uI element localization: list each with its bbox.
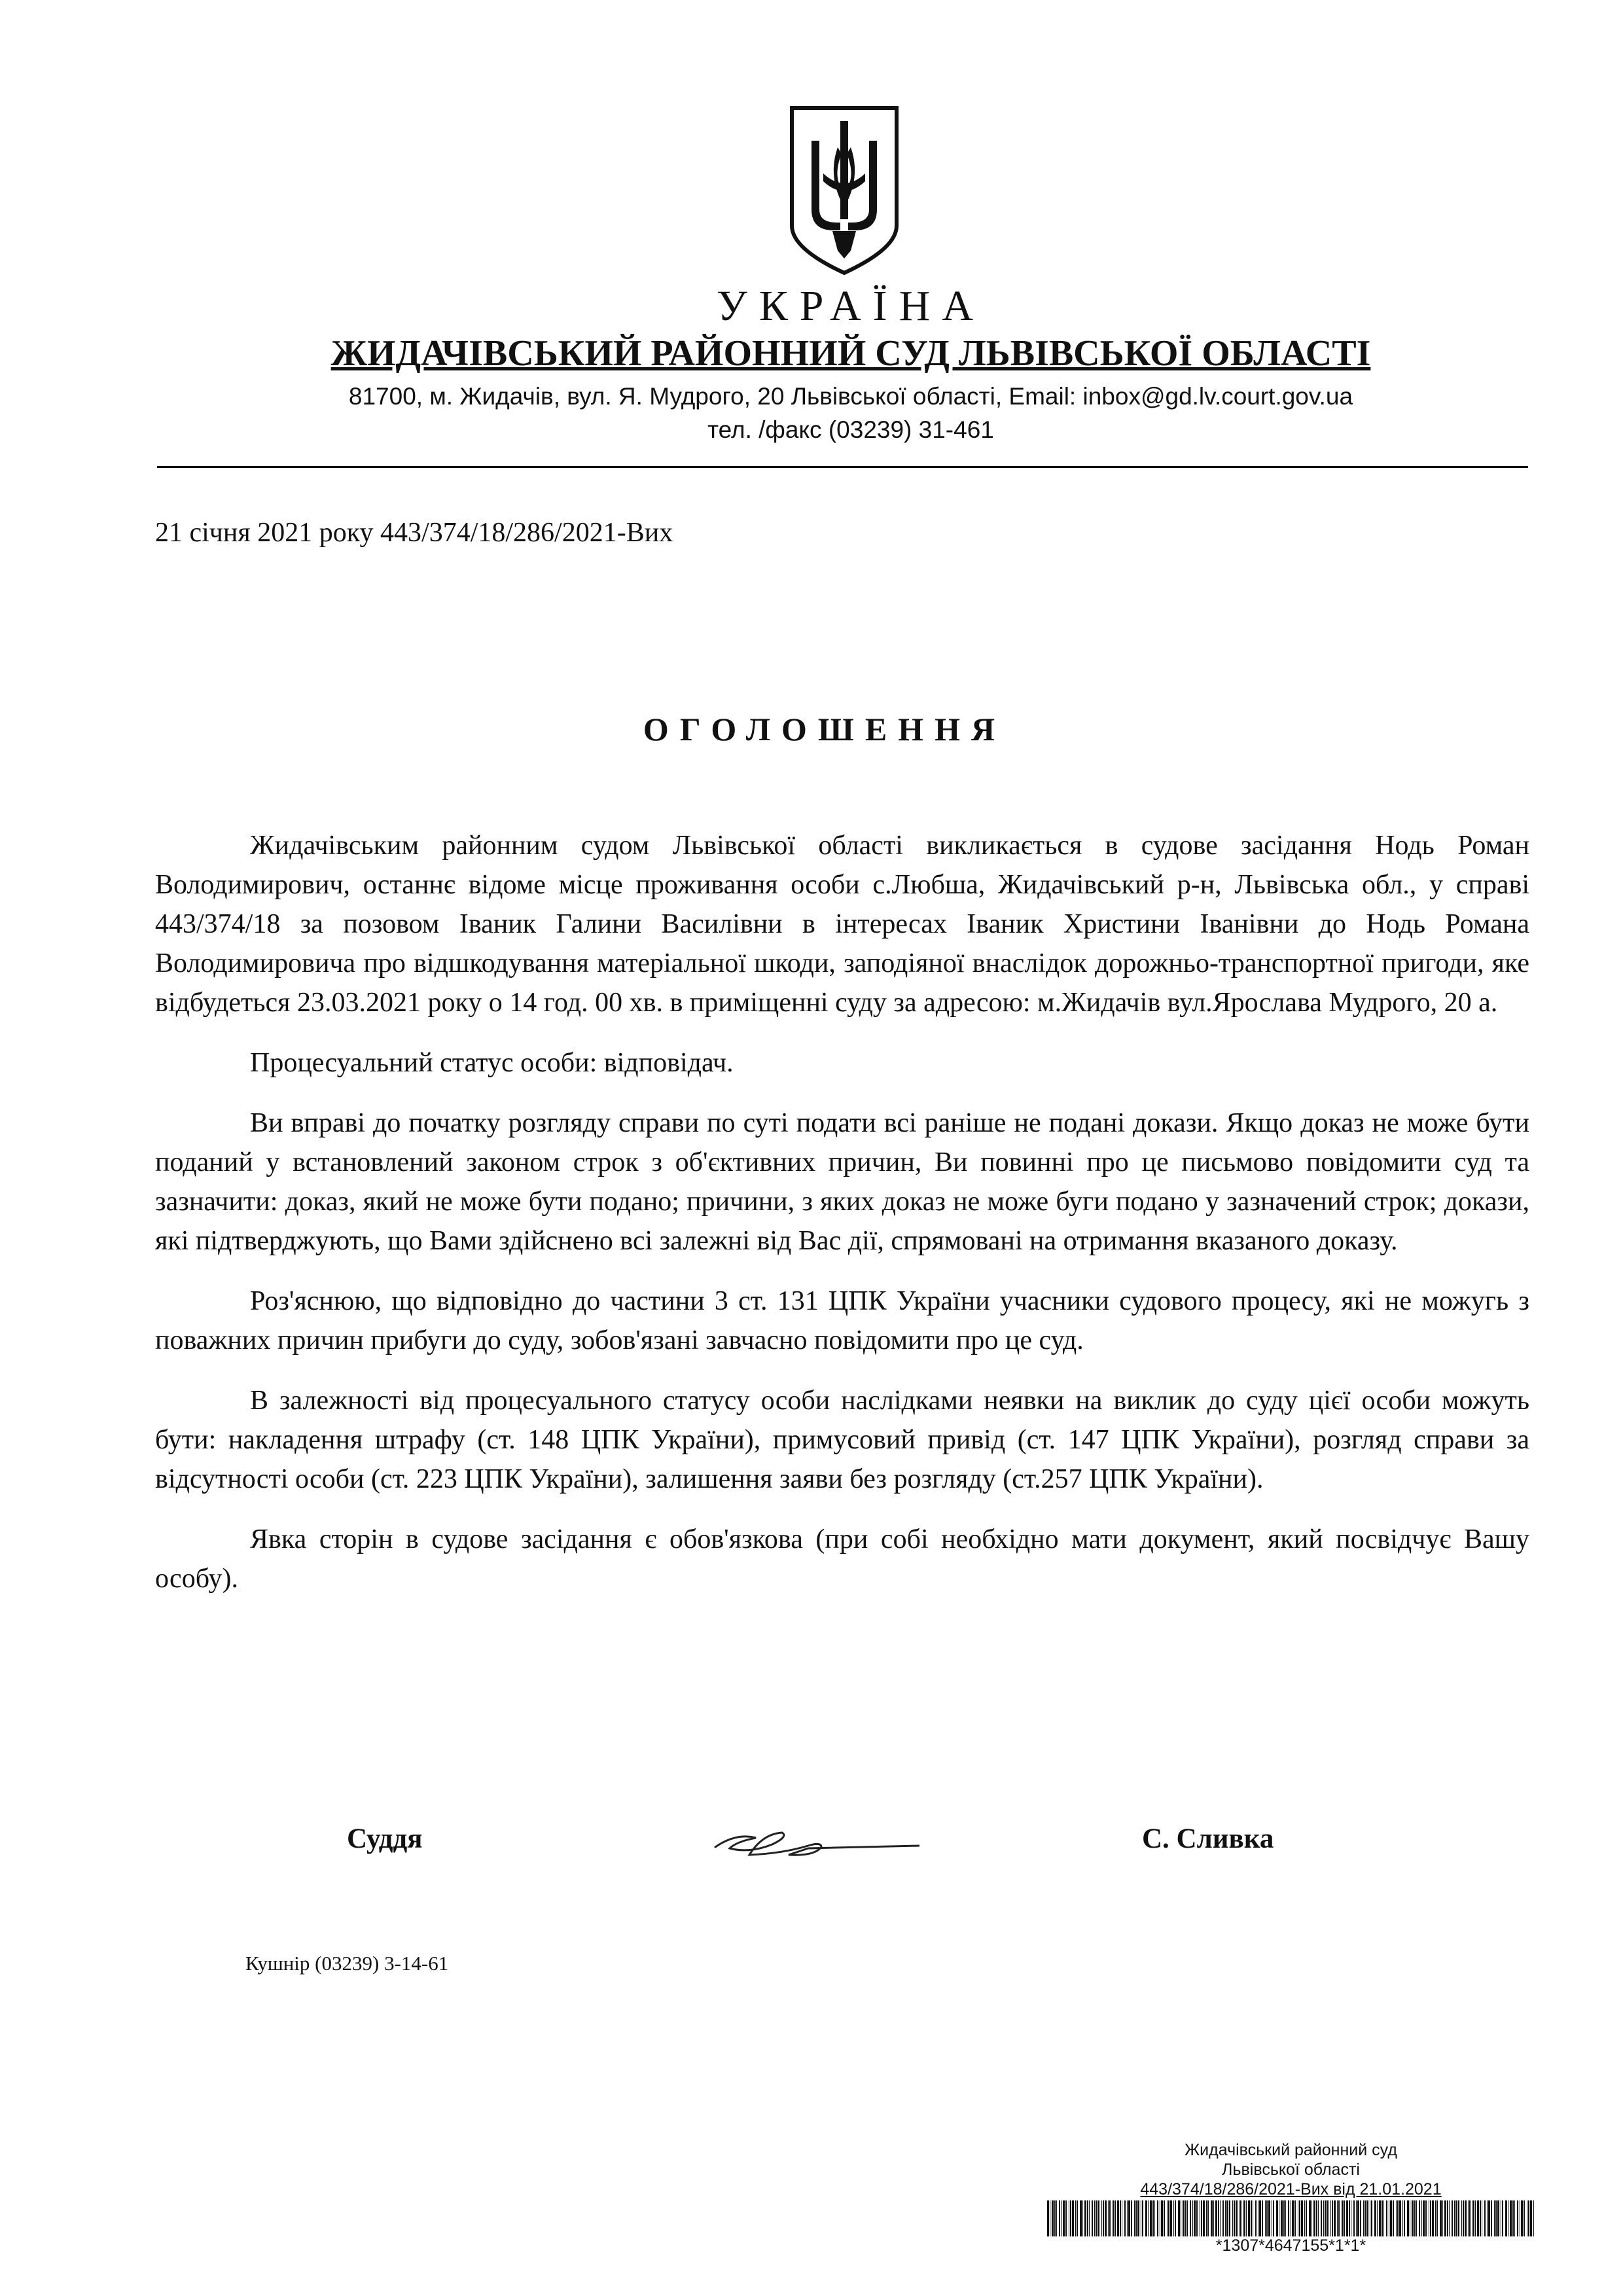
barcode-bar [1313,2200,1315,2236]
barcode-bar [1334,2200,1336,2236]
barcode-bar [1530,2200,1532,2236]
executor-contact: Кушнір (03239) 3-14-61 [245,1952,449,1975]
barcode-bar [1148,2200,1149,2236]
barcode-bar [1494,2200,1495,2236]
trident-coat-of-arms-icon [785,101,903,278]
barcode-bar [1495,2200,1497,2236]
barcode-bar [1137,2200,1139,2236]
barcode-bar [1232,2200,1233,2236]
barcode-bar [1366,2200,1368,2236]
barcode-bar [1185,2200,1186,2236]
barcode-bar [1425,2200,1427,2236]
barcode-bar [1353,2200,1355,2236]
handwritten-signature-icon [710,1820,919,1865]
barcode-bar [1183,2200,1185,2236]
barcode-bar [1327,2200,1329,2236]
barcode-bar [1517,2200,1518,2236]
barcode-bar [1142,2200,1143,2236]
barcode-bar [1360,2200,1361,2236]
barcode-bar [1109,2200,1111,2236]
barcode-bar [1080,2200,1082,2236]
barcode-bar [1442,2200,1443,2236]
barcode-bar [1220,2200,1221,2236]
barcode-bar [1404,2200,1405,2236]
barcode-bar [1167,2200,1168,2236]
registration-region: Львівської області [1222,2161,1360,2179]
barcode-bar [1164,2200,1165,2236]
barcode-bar [1299,2200,1300,2236]
barcode-bar [1505,2200,1507,2236]
barcode-bar [1306,2200,1307,2236]
barcode-bar [1397,2200,1399,2236]
barcode-bar [1246,2200,1247,2236]
paragraph-consequences: В залежності від процесуального статусу особи наслідками неявки на виклик до суду цієї особи можуть бути: накладення штрафу (ст. 148 ЦПК України), примусовий привід (ст. 147 ЦПК України), розгляд справи за відсутності особи (ст. 223 ЦПК України), залишення заяви без розгляду (ст.257 ЦПК України). [155,1386,1529,1494]
barcode-bar [1240,2200,1241,2236]
barcode-bar [1357,2200,1359,2236]
barcode-text: *1307*4647155*1*1* [1215,2236,1366,2255]
barcode-bar [1524,2200,1525,2236]
barcode-bar [1285,2200,1286,2236]
barcode-bar [1098,2200,1099,2236]
barcode-bar [1533,2200,1534,2236]
barcode-bar [1390,2200,1392,2236]
barcode-bar [1154,2200,1155,2236]
signature-title: Суддя [347,1823,423,1854]
barcode-bar [1268,2200,1270,2236]
barcode-bar [1276,2200,1278,2236]
barcode-bar [1356,2200,1357,2236]
paragraph-status: Процесуальний статус особи: відповідач. [250,1048,734,1078]
barcode-bar [1065,2200,1067,2236]
barcode-bar [1419,2200,1420,2236]
barcode-bar [1346,2200,1348,2236]
barcode-bar [1379,2200,1381,2236]
barcode-bar [1528,2200,1529,2236]
barcode-bar [1084,2200,1086,2236]
barcode-bar [1399,2200,1401,2236]
barcode-bar [1349,2200,1350,2236]
barcode-bar [1377,2200,1378,2236]
paragraph-notice: Роз'яснюю, що відповідно до частини 3 ст. 131 ЦПК України учасники судового процесу, які не можугь з поважних причин прибуги до суду, зобов'язані завчасно повідомити про це суд. [155,1286,1529,1355]
court-name: ЖИДАЧІВСЬКИЙ РАЙОННИЙ СУД ЛЬВІВСЬКОЇ ОБЛАСТІ [330,333,1371,374]
barcode-bar [1423,2200,1425,2236]
barcode-bar [1145,2200,1147,2236]
barcode-bar [1047,2200,1049,2236]
barcode-bar [1211,2200,1213,2236]
barcode-bar [1301,2200,1303,2236]
barcode-bar [1248,2200,1250,2236]
barcode-bar [1461,2200,1462,2236]
barcode-bar [1152,2200,1154,2236]
barcode-bar [1332,2200,1333,2236]
barcode-bar [1444,2200,1446,2236]
barcode-bar [1472,2200,1474,2236]
barcode-bar [1283,2200,1285,2236]
barcode-bar [1430,2200,1431,2236]
registration-court: Жидачівський районний суд [1185,2141,1397,2159]
barcode-bar [1113,2200,1115,2236]
barcode-bar [1239,2200,1240,2236]
barcode-bar [1056,2200,1057,2236]
barcode-bar [1325,2200,1327,2236]
barcode-bar [1103,2200,1104,2236]
barcode-bar [1440,2200,1442,2236]
barcode-bar [1455,2200,1457,2236]
barcode-bar [1070,2200,1071,2236]
barcode-bar [1192,2200,1193,2236]
barcode-bar [1124,2200,1126,2236]
barcode-bar [1342,2200,1344,2236]
barcode-bar [1321,2200,1322,2236]
barcode-bar [1101,2200,1102,2236]
barcode-bar [1105,2200,1107,2236]
barcode-bar [1128,2200,1130,2236]
barcode-bar [1386,2200,1387,2236]
barcode-bar [1364,2200,1366,2236]
barcode-bar [1449,2200,1450,2236]
document-reference: 21 січня 2021 року 443/374/18/286/2021-Вих [155,518,673,548]
barcode-bar [1491,2200,1492,2236]
barcode-bar [1108,2200,1109,2236]
barcode-bar [1468,2200,1469,2236]
barcode-bar [1077,2200,1078,2236]
barcode-bar [1127,2200,1128,2236]
barcode-bar [1273,2200,1274,2236]
barcode-bar [1207,2200,1209,2236]
barcode-bar [1488,2200,1490,2236]
barcode-bar [1477,2200,1479,2236]
barcode-bar [1497,2200,1499,2236]
barcode-bar [1255,2200,1257,2236]
barcode-bar [1187,2200,1188,2236]
barcode-bar [1196,2200,1198,2236]
barcode-bar [1173,2200,1174,2236]
barcode-bar [1521,2200,1523,2236]
barcode-bar [1072,2200,1074,2236]
barcode-bar [1414,2200,1416,2236]
barcode-bar [1194,2200,1196,2236]
judge-name: С. Сливка [1142,1823,1274,1854]
barcode-bar [1382,2200,1383,2236]
barcode-bar [1393,2200,1394,2236]
barcode-bar [1054,2200,1056,2236]
barcode-bar [1309,2200,1311,2236]
barcode-bar [1337,2200,1338,2236]
document-title: ОГОЛОШЕННЯ [643,711,1007,747]
paragraph-summons: Жидачівським районним судом Львівської області викликається в судове засідання Нодь Роман Володимирович, останнє відоме місце проживання особи с.Любша, Жидачівський р-н, Львівська обл., у справі 443/374/18 за позовом Іваник Галини Василівни в інтересах Іваник Христини Іванівни до Нодь Романа Володимировича про відшкодування матеріальної шкоди, заподіяної внаслідок дорожньо-транспортної пригоди, яке відбудеться 23.03.2021 року о 14 год. 00 хв. в приміщенні суду за адресою: м.Жидачів вул.Ярослава Мудрого, 20 а. [155,831,1529,1018]
barcode-bar [1402,2200,1403,2236]
barcode-bar [1229,2200,1230,2236]
barcode-bar [1454,2200,1455,2236]
barcode-bar [1416,2200,1417,2236]
barcode-bar [1201,2200,1202,2236]
barcode-bar [1330,2200,1331,2236]
barcode-bar [1203,2200,1205,2236]
barcode-bar [1266,2200,1268,2236]
barcode-bar [1175,2200,1176,2236]
barcode-bar [1318,2200,1319,2236]
barcode-bar [1432,2200,1434,2236]
barcode-bar [1236,2200,1238,2236]
barcode-bar [1374,2200,1376,2236]
barcode-bar [1502,2200,1503,2236]
barcode-bar [1480,2200,1481,2236]
barcode-bar [1294,2200,1296,2236]
barcode-bar [1338,2200,1340,2236]
barcode-bar [1487,2200,1488,2236]
barcode-bar [1178,2200,1180,2236]
barcode-bar [1225,2200,1226,2236]
barcode-bar [1463,2200,1464,2236]
barcode-bar [1458,2200,1459,2236]
barcode-bar [1082,2200,1083,2236]
barcode-bar [1412,2200,1414,2236]
barcode-bar [1435,2200,1436,2236]
barcode-bar [1344,2200,1345,2236]
court-phone: тел. /факс (03239) 31-461 [707,416,994,443]
barcode-bar [1170,2200,1172,2236]
barcode-bar [1304,2200,1305,2236]
barcode-bar [1087,2200,1088,2236]
barcode-bar [1120,2200,1121,2236]
barcode-bar [1096,2200,1097,2236]
barcode-bar [1218,2200,1219,2236]
barcode-bar [1316,2200,1317,2236]
registration-number: 443/374/18/286/2021-Вих від 21.01.2021 [1140,2180,1442,2198]
barcode-bar [1510,2200,1512,2236]
barcode-bar [1288,2200,1289,2236]
barcode-bar [1514,2200,1515,2236]
barcode-bar [1226,2200,1228,2236]
barcode-bar [1059,2200,1060,2236]
barcode-bar [1323,2200,1324,2236]
barcode-bar [1363,2200,1364,2236]
barcode-icon [1047,2200,1535,2236]
barcode-bar [1115,2200,1116,2236]
barcode-bar [1168,2200,1169,2236]
barcode-bar [1061,2200,1062,2236]
barcode-bar [1094,2200,1095,2236]
paragraph-evidence: Ви вправі до початку розгляду справи по суті подати всі раніше не подані докази. Якщо доказ не може бути поданий у встановлений законом строк з об'єктивних причин, Ви повинні про це письмово повідомити суд та зазначити: доказ, який не може бути подано; причини, з яких доказ не може буги подано у зазначений строк; докази, які підтверджують, що Вами здійснено всі залежні від Вас дії, спрямовані на отримання вказаного доказу. [155,1108,1529,1256]
barcode-bar [1475,2200,1476,2236]
barcode-bar [1092,2200,1093,2236]
barcode-bar [1222,2200,1224,2236]
barcode-bar [1215,2200,1217,2236]
barcode-bar [1292,2200,1294,2236]
barcode-bar [1447,2200,1448,2236]
barcode-bar [1262,2200,1263,2236]
barcode-bar [1469,2200,1471,2236]
barcode-bar [1396,2200,1397,2236]
barcode-bar [1052,2200,1054,2236]
barcode-bar [1436,2200,1438,2236]
barcode-bar [1131,2200,1132,2236]
barcode-bar [1234,2200,1235,2236]
barcode-bar [1251,2200,1252,2236]
header-divider [157,466,1528,468]
barcode-bar [1265,2200,1266,2236]
barcode-bar [1150,2200,1152,2236]
barcode-bar [1452,2200,1453,2236]
barcode-bar [1134,2200,1135,2236]
barcode-bar [1371,2200,1372,2236]
barcode-bar [1407,2200,1409,2236]
barcode-bar [1161,2200,1163,2236]
barcode-bar [1075,2200,1076,2236]
barcode-bar [1117,2200,1119,2236]
barcode-bar [1213,2200,1214,2236]
barcode-bar [1206,2200,1207,2236]
barcode-bar [1243,2200,1245,2236]
barcode-bar [1259,2200,1261,2236]
barcode-bar [1190,2200,1191,2236]
document-body [155,826,1529,1619]
country-name: УКРАЇНА [717,282,985,330]
barcode-bar [1512,2200,1514,2236]
barcode-bar [1383,2200,1384,2236]
paragraph-attendance: Явка сторін в судове засідання є обов'язкова (при собі необхідно мати документ, який посвідчує Вашу особу). [155,1524,1529,1594]
barcode-bar [1465,2200,1467,2236]
barcode-bar [1484,2200,1486,2236]
barcode-bar [1135,2200,1137,2236]
barcode-bar [1281,2200,1283,2236]
barcode-bar [1311,2200,1312,2236]
court-address: 81700, м. Жидачів, вул. Я. Мудрого, 20 Львівської області, Email: inbox@gd.lv.court.gov.ua [348,383,1353,410]
barcode-bar [1063,2200,1065,2236]
barcode-bar [1421,2200,1422,2236]
barcode-bar [1157,2200,1158,2236]
barcode-bar [1089,2200,1090,2236]
registration-stamp [1047,2140,1535,2255]
